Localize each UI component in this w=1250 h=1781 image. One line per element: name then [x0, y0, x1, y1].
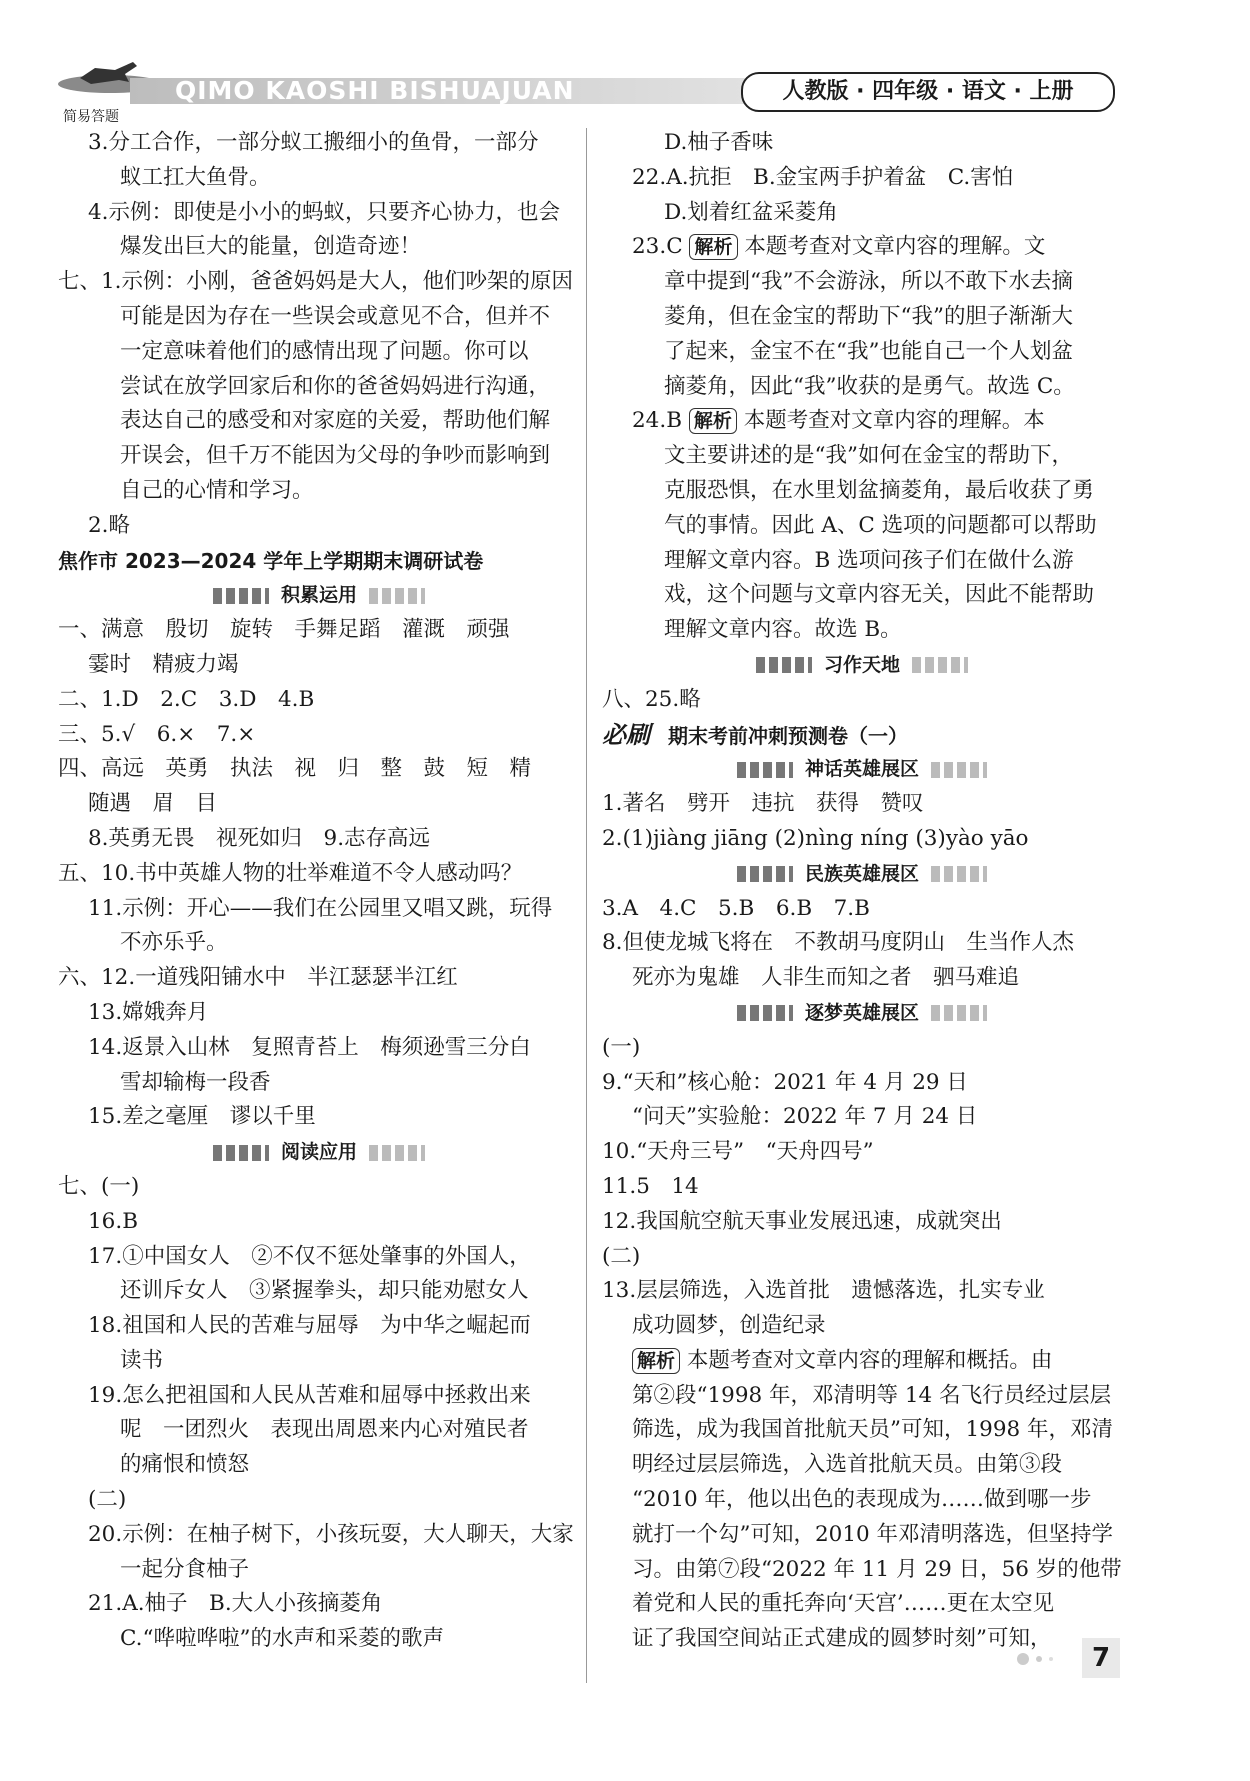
answer-line	[602, 1518, 1122, 1553]
analysis-tag: 解析	[689, 234, 737, 260]
answer-line	[602, 1587, 1122, 1622]
line-text: 六、12.一道残阳铺水中 半江瑟瑟半江红	[58, 965, 458, 991]
answer-line	[602, 230, 1122, 265]
analysis-tag: 解析	[632, 1348, 680, 1374]
line-text: 20.示例：在柚子树下，小孩玩耍，大人聊天，大家	[88, 1521, 574, 1547]
line-text: 明经过层层筛选，入选首批航天员。由第③段	[632, 1452, 1063, 1478]
line-text: 12.我国航空航天事业发展迅速，成就突出	[602, 1208, 1002, 1234]
answer-line	[58, 370, 580, 405]
answer-number: 23.C	[632, 234, 690, 260]
section-bars-icon	[213, 588, 269, 604]
line-text: 13.层层筛选，入选首批 遗憾落选，扎实专业	[602, 1278, 1045, 1304]
line-text: 不亦乐乎。	[120, 930, 228, 956]
line-text: 表达自己的感受和对家庭的关爱，帮助他们解	[120, 408, 551, 434]
analysis-tag: 解析	[689, 408, 737, 434]
answer-line	[58, 892, 580, 927]
answer-line	[602, 822, 1122, 857]
answer-line	[602, 926, 1122, 961]
answer-line	[58, 961, 580, 996]
line-text: (一)	[602, 1034, 641, 1060]
section-heading	[602, 857, 1122, 892]
answer-line	[58, 439, 580, 474]
answer-line	[58, 1553, 580, 1588]
line-text: 三、5.√ 6.× 7.×	[58, 721, 256, 747]
line-text: 七、(一)	[58, 1173, 140, 1199]
answer-line	[602, 1344, 1122, 1379]
line-text: 章中提到“我”不会游泳，所以不敢下水去摘	[664, 269, 1073, 295]
answer-line	[602, 439, 1122, 474]
line-text: 焦作市 2023—2024 学年上学期期末调研试卷	[58, 548, 484, 573]
answer-line	[602, 196, 1122, 231]
section-heading	[602, 996, 1122, 1031]
line-text: 3.A 4.C 5.B 6.B 7.B	[602, 895, 870, 921]
line-text: 菱角，但在金宝的帮助下“我”的胆子渐渐大	[664, 303, 1073, 329]
answer-line	[602, 613, 1122, 648]
line-text: 八、25.略	[602, 686, 701, 712]
line-text: 七、1.示例：小刚，爸爸妈妈是大人，他们吵架的原因	[58, 269, 574, 295]
line-text: 还训斥女人 ③紧握拳头，却只能劝慰女人	[120, 1278, 529, 1304]
line-text: 蚁工扛大鱼骨。	[120, 164, 271, 190]
answer-line	[58, 1100, 580, 1135]
line-text: 21.A.柚子 B.大人小孩摘菱角	[88, 1591, 383, 1617]
answer-line	[602, 961, 1122, 996]
section-bars-icon	[369, 588, 425, 604]
line-text: 第②段“1998 年，邓清明等 14 名飞行员经过层层	[632, 1382, 1112, 1408]
exam-title	[602, 718, 1122, 753]
line-text: 2.(1)jiàng jiāng (2)nìng níng (3)yào yāo	[602, 825, 1029, 851]
section-title: 习作天地	[823, 653, 900, 676]
answer-line	[58, 1587, 580, 1622]
line-text: 随遇 眉 目	[88, 791, 218, 817]
line-text: 22.A.抗拒 B.金宝两手护着盆 C.害怕	[632, 164, 1014, 190]
line-text: D.划着红盆采菱角	[664, 199, 838, 225]
answer-line	[602, 474, 1122, 509]
logo-subtitle: 简易答题	[63, 109, 119, 125]
answer-line	[602, 683, 1122, 718]
line-text: 的痛恨和愤怒	[120, 1452, 250, 1478]
answer-line	[58, 1274, 580, 1309]
section-bars-icon	[369, 1145, 425, 1161]
line-text: 克服恐惧，在水里划盆摘菱角，最后收获了勇	[664, 477, 1095, 503]
line-text: 18.祖国和人民的苦难与屈辱 为中华之崛起而	[88, 1313, 531, 1339]
line-text: 2.略	[88, 512, 131, 538]
answer-line	[58, 857, 580, 892]
section-bars-icon	[756, 657, 812, 673]
answer-line	[602, 335, 1122, 370]
answer-line	[602, 544, 1122, 579]
answer-line	[58, 1205, 580, 1240]
bishua-logo: 必刷	[602, 720, 650, 749]
line-text: C.“哗啦哗啦”的水声和采菱的歌声	[120, 1626, 445, 1652]
answer-line	[58, 1170, 580, 1205]
line-text: 1.著名 劈开 违抗 获得 赞叹	[602, 791, 924, 817]
answer-line	[602, 1483, 1122, 1518]
line-text: 理解文章内容。故选 B。	[664, 617, 902, 643]
line-text: 本题考查对文章内容的理解。本	[743, 408, 1045, 434]
line-text: 17.①中国女人 ②不仅不惩处肇事的外国人，	[88, 1243, 531, 1269]
line-text: 着党和人民的重托奔向‘天宫’……更在太空见	[632, 1591, 1055, 1617]
section-bars-icon	[213, 1145, 269, 1161]
answer-line	[602, 892, 1122, 927]
line-text: 文主要讲述的是“我”如何在金宝的帮助下，	[664, 443, 1073, 469]
page-header	[55, 70, 1115, 125]
answer-line	[602, 1274, 1122, 1309]
section-heading	[602, 648, 1122, 683]
answer-line	[58, 1518, 580, 1553]
line-text: 19.怎么把祖国和人民从苦难和屈辱中拯救出来	[88, 1382, 531, 1408]
line-text: 死亦为鬼雄 人非生而知之者 驷马难追	[632, 965, 1020, 991]
page-number: 7	[1082, 1638, 1120, 1678]
answer-line	[602, 1031, 1122, 1066]
line-text: 14.返景入山林 复照青苔上 梅须逊雪三分白	[88, 1034, 531, 1060]
edition-label: 人教版 · 四年级 · 语文 · 上册	[741, 72, 1115, 112]
line-text: 11.示例：开心——我们在公园里又唱又跳，玩得	[88, 895, 553, 921]
line-text: 戏，这个问题与文章内容无关，因此不能帮助	[664, 582, 1095, 608]
line-text: 雪却输梅一段香	[120, 1069, 271, 1095]
line-text: 爆发出巨大的能量，创造奇迹！	[120, 234, 422, 260]
answer-line	[602, 161, 1122, 196]
answer-line	[602, 404, 1122, 439]
header-brand-text: QIMO KAOSHI BISHUAJUAN	[175, 76, 575, 105]
line-text: 就打一个勾”可知，2010 年邓清明落选，但坚持学	[632, 1521, 1114, 1547]
answer-number: 24.B	[632, 408, 689, 434]
answer-line	[602, 578, 1122, 613]
answer-line	[602, 1379, 1122, 1414]
line-text: 自己的心情和学习。	[120, 477, 314, 503]
answer-line	[602, 1309, 1122, 1344]
answer-line	[58, 1379, 580, 1414]
answer-line	[58, 613, 580, 648]
answer-line	[58, 1066, 580, 1101]
line-text: 9.“天和”核心舱：2021 年 4 月 29 日	[602, 1069, 968, 1095]
section-title: 阅读应用	[280, 1141, 357, 1164]
line-text: 了起来，金宝不在“我”也能自己一个人划盆	[664, 338, 1073, 364]
line-text: 11.5 14	[602, 1173, 699, 1199]
line-text: 一起分食柚子	[120, 1556, 250, 1582]
answer-line	[58, 996, 580, 1031]
line-text: 四、高远 英勇 执法 视 归 整 鼓 短 精	[58, 756, 532, 782]
line-text: 期末考前冲刺预测卷（一）	[668, 723, 908, 748]
line-text: “2010 年，他以出色的表现成为……做到哪一步	[632, 1487, 1092, 1513]
answer-line	[58, 126, 580, 161]
answer-line	[602, 1100, 1122, 1135]
answer-line	[58, 822, 580, 857]
line-text: 3.分工合作，一部分蚁工搬细小的鱼骨，一部分	[88, 130, 539, 155]
answer-line	[602, 1240, 1122, 1275]
answer-line	[58, 752, 580, 787]
line-text: 本题考查对文章内容的理解。文	[744, 234, 1046, 260]
section-bars-icon	[737, 1005, 793, 1021]
line-text: 15.差之毫厘 谬以千里	[88, 1104, 316, 1130]
line-text: 一定意味着他们的感情出现了问题。你可以	[120, 338, 529, 364]
answer-line	[58, 1031, 580, 1066]
section-title: 神话英雄展区	[804, 758, 919, 781]
line-text: (二)	[602, 1243, 641, 1269]
section-bars-icon	[931, 866, 987, 882]
answer-line	[58, 196, 580, 231]
line-text: 开误会，但千万不能因为父母的争吵而影响到	[120, 443, 551, 469]
section-bars-icon	[737, 866, 793, 882]
line-text: 理解文章内容。B 选项问孩子们在做什么游	[664, 547, 1074, 573]
line-text: 习。由第⑦段“2022 年 11 月 29 日，56 岁的他带	[632, 1556, 1122, 1582]
left-column	[58, 126, 580, 1657]
answer-line	[58, 404, 580, 439]
answer-line	[602, 1553, 1122, 1588]
line-text: 13.嫦娥奔月	[88, 999, 209, 1025]
line-text: 10.“天舟三号” “天舟四号”	[602, 1139, 874, 1165]
line-text: 摘菱角，因此“我”收获的是勇气。故选 C。	[664, 373, 1075, 399]
section-title: 民族英雄展区	[804, 862, 919, 885]
answer-line	[58, 1448, 580, 1483]
section-heading	[602, 752, 1122, 787]
line-text: “问天”实验舱：2022 年 7 月 24 日	[632, 1104, 978, 1130]
answer-line	[58, 1622, 580, 1657]
section-title: 逐梦英雄展区	[804, 1001, 919, 1024]
answer-line	[602, 1066, 1122, 1101]
answer-line	[58, 1344, 580, 1379]
answer-line	[602, 509, 1122, 544]
answer-line	[602, 1170, 1122, 1205]
answer-line	[602, 787, 1122, 822]
line-text: 五、10.书中英雄人物的壮举难道不令人感动吗？	[58, 860, 523, 886]
line-text: 尝试在放学回家后和你的爸爸妈妈进行沟通，	[120, 373, 551, 399]
line-text: 筛选，成为我国首批航天员”可知，1998 年，邓清	[632, 1417, 1114, 1443]
section-heading	[58, 1135, 580, 1170]
line-text: 证了我国空间站正式建成的圆梦时刻”可知，	[632, 1626, 1052, 1652]
answer-line	[58, 1483, 580, 1518]
section-bars-icon	[931, 762, 987, 778]
answer-line	[58, 683, 580, 718]
line-text: D.柚子香味	[664, 130, 774, 155]
answer-line	[58, 335, 580, 370]
answer-line	[58, 509, 580, 544]
answer-line	[602, 370, 1122, 405]
answer-line	[602, 1205, 1122, 1240]
line-text: 读书	[120, 1347, 164, 1373]
section-heading	[58, 578, 580, 613]
answer-line	[58, 648, 580, 683]
answer-line	[602, 1135, 1122, 1170]
answer-line	[58, 265, 580, 300]
answer-line	[58, 230, 580, 265]
decorative-dots-icon	[1015, 1652, 1075, 1666]
answer-line	[602, 265, 1122, 300]
section-title: 积累运用	[280, 584, 357, 607]
answer-line	[602, 1448, 1122, 1483]
line-text: (二)	[88, 1487, 127, 1513]
section-bars-icon	[912, 657, 968, 673]
line-text: 8.英勇无畏 视死如归 9.志存高远	[88, 825, 431, 851]
answer-line	[602, 300, 1122, 335]
line-text: 二、1.D 2.C 3.D 4.B	[58, 686, 315, 712]
line-text: 16.B	[88, 1208, 138, 1234]
line-text: 可能是因为存在一些误会或意见不合，但并不	[120, 303, 551, 329]
answer-line	[602, 126, 1122, 161]
answer-line	[58, 474, 580, 509]
line-text: 一、满意 殷切 旋转 手舞足蹈 灌溉 顽强	[58, 617, 510, 643]
answer-line	[58, 1240, 580, 1275]
answer-line	[58, 300, 580, 335]
answer-line	[58, 787, 580, 822]
column-divider	[586, 128, 587, 1683]
exam-title	[58, 544, 580, 579]
line-text: 成功圆梦，创造纪录	[632, 1313, 826, 1339]
line-text: 霎时 精疲力竭	[88, 651, 239, 677]
line-text: 4.示例：即使是小小的蚂蚁，只要齐心协力，也会	[88, 199, 561, 225]
answer-line	[58, 926, 580, 961]
line-text: 本题考查对文章内容的理解和概括。由	[686, 1347, 1053, 1373]
answer-line	[58, 1413, 580, 1448]
line-text: 8.但使龙城飞将在 不教胡马度阴山 生当作人杰	[602, 930, 1075, 956]
answer-line	[58, 718, 580, 753]
section-bars-icon	[931, 1005, 987, 1021]
answer-line	[602, 1413, 1122, 1448]
right-column	[602, 126, 1122, 1657]
line-text: 气的事情。因此 A、C 选项的问题都可以帮助	[664, 512, 1097, 538]
answer-line	[58, 161, 580, 196]
line-text: 呢 一团烈火 表现出周恩来内心对殖民者	[120, 1417, 529, 1443]
section-bars-icon	[737, 762, 793, 778]
answer-line	[58, 1309, 580, 1344]
